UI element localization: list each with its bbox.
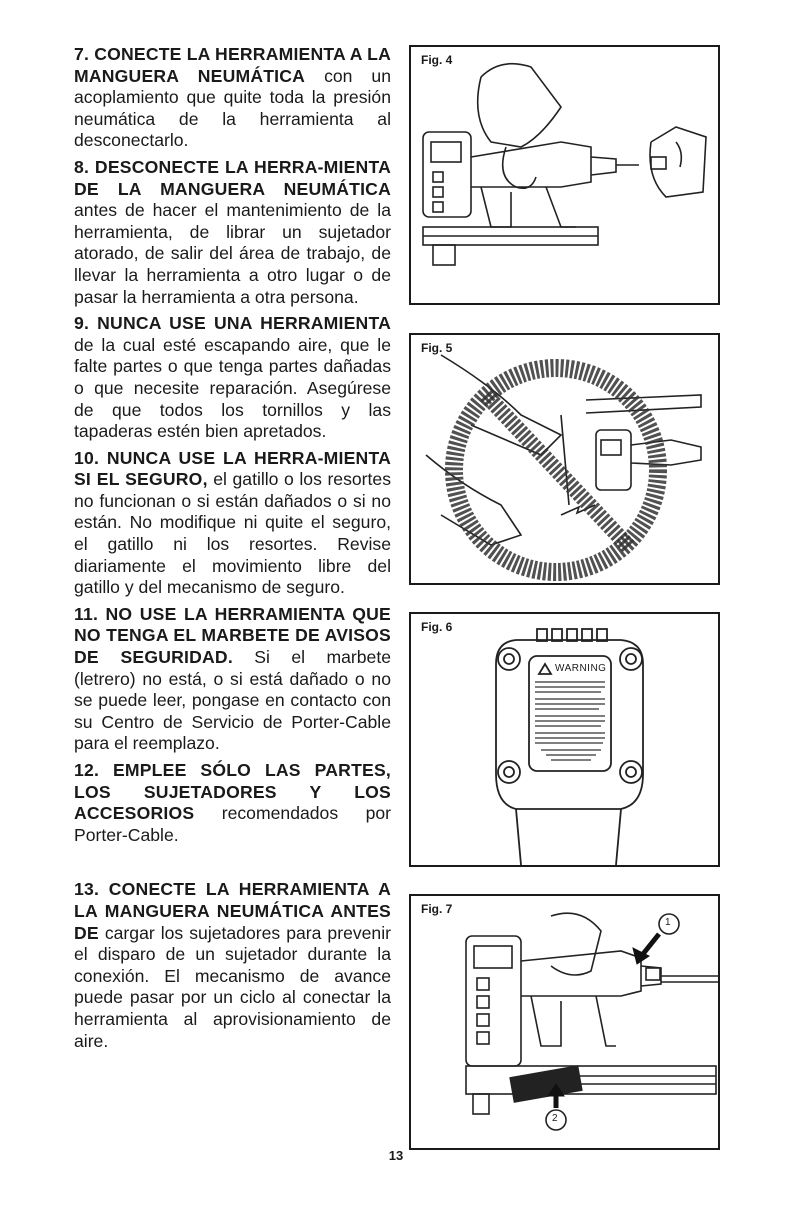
instruction-12 bbox=[74, 760, 391, 846]
page-number: 13 bbox=[388, 1148, 404, 1163]
instruction-13 bbox=[74, 879, 391, 1052]
instruction-11-body: Si el marbete (letrero) no está, o si está dañado o no se puede leer, pongase en contacto con su Centro de Servicio de Porter-Cable para el reemplazo. bbox=[74, 647, 391, 754]
instruction-9-heading: 9. NUNCA USE UNA HERRAMIENTA bbox=[74, 313, 391, 334]
instruction-12-body: recomendados por Porter-Cable. bbox=[74, 803, 391, 845]
fig7-label: Fig. 7 bbox=[421, 902, 453, 916]
instruction-10-heading: 10. NUNCA USE LA HERRA-MIENTA SI EL SEGURO, bbox=[74, 447, 391, 490]
fig5-label: Fig. 5 bbox=[421, 341, 453, 355]
fig6-label: Fig. 6 bbox=[421, 620, 453, 634]
instruction-11 bbox=[74, 604, 391, 755]
instruction-12-heading: 12. EMPLEE SÓLO LAS PARTES, LOS SUJETADORES Y LOS ACCESORIOS bbox=[74, 760, 391, 824]
instruction-11-heading: 11. NO USE LA HERRAMIENTA QUE NO TENGA EL MARBETE DE AVISOS DE SEGURIDAD. bbox=[74, 603, 391, 668]
nailer-disconnect-illustration bbox=[411, 47, 718, 303]
instruction-7-heading: 7. CONECTE LA HERRAMIENTA A LA MANGUERA NEUMÁTICA bbox=[74, 44, 391, 86]
fig4-label: Fig. 4 bbox=[421, 53, 453, 67]
prohibited-use-illustration bbox=[411, 335, 718, 583]
instruction-9-body: de la cual esté escapando aire, que le falte partes o que tenga partes dañadas o que necesite reparación. Asegúrese de que todos los tornillos y las tapaderas estén bien apretados. bbox=[74, 334, 391, 442]
instruction-13-heading: 13. CONECTE LA HERRAMIENTA A LA MANGUERA NEUMÁTICA ANTES DE bbox=[74, 879, 391, 943]
callout-1: 1 bbox=[665, 917, 671, 928]
instructions-column bbox=[74, 44, 391, 1057]
callout-2: 2 bbox=[552, 1113, 558, 1124]
figure-6 bbox=[409, 612, 720, 867]
instruction-8 bbox=[74, 157, 391, 308]
instruction-10-body: el gatillo o los resortes no funcionan o si están dañados o si no están. No modifique ni quite el seguro, el gatillo ni los resortes. Revise diariamente el movimiento libre del gatillo y del mecanismo de seguro. bbox=[74, 469, 391, 598]
instruction-8-body: antes de hacer el mantenimiento de la herramienta, de librar un sujetador atorado, de salir del área de trabajo, de llevar la herramienta a otro lugar o de pasar la herramienta a otra persona. bbox=[74, 200, 391, 307]
instruction-8-heading: 8. DESCONECTE LA HERRA-MIENTA DE LA MANGUERA NEUMÁTICA bbox=[74, 156, 391, 199]
instruction-7 bbox=[74, 44, 391, 152]
warning-label-illustration bbox=[411, 614, 718, 865]
figure-7 bbox=[409, 894, 720, 1150]
instruction-13-body: cargar los sujetadores para prevenir el disparo de un sujetador durante la conexión. El mecanismo de avance puede pasar por un ciclo al conectar la herramienta al aprovisionamiento de aire. bbox=[74, 922, 391, 1051]
instruction-10 bbox=[74, 448, 391, 599]
nailer-loading-illustration bbox=[411, 896, 718, 1148]
figure-5 bbox=[409, 333, 720, 585]
warning-title: WARNING bbox=[555, 663, 607, 674]
figure-4 bbox=[409, 45, 720, 305]
instruction-7-body: con un acoplamiento que quite toda la presión neumática de la herramienta al desconectarlo. bbox=[74, 65, 391, 151]
instruction-9 bbox=[74, 313, 391, 443]
